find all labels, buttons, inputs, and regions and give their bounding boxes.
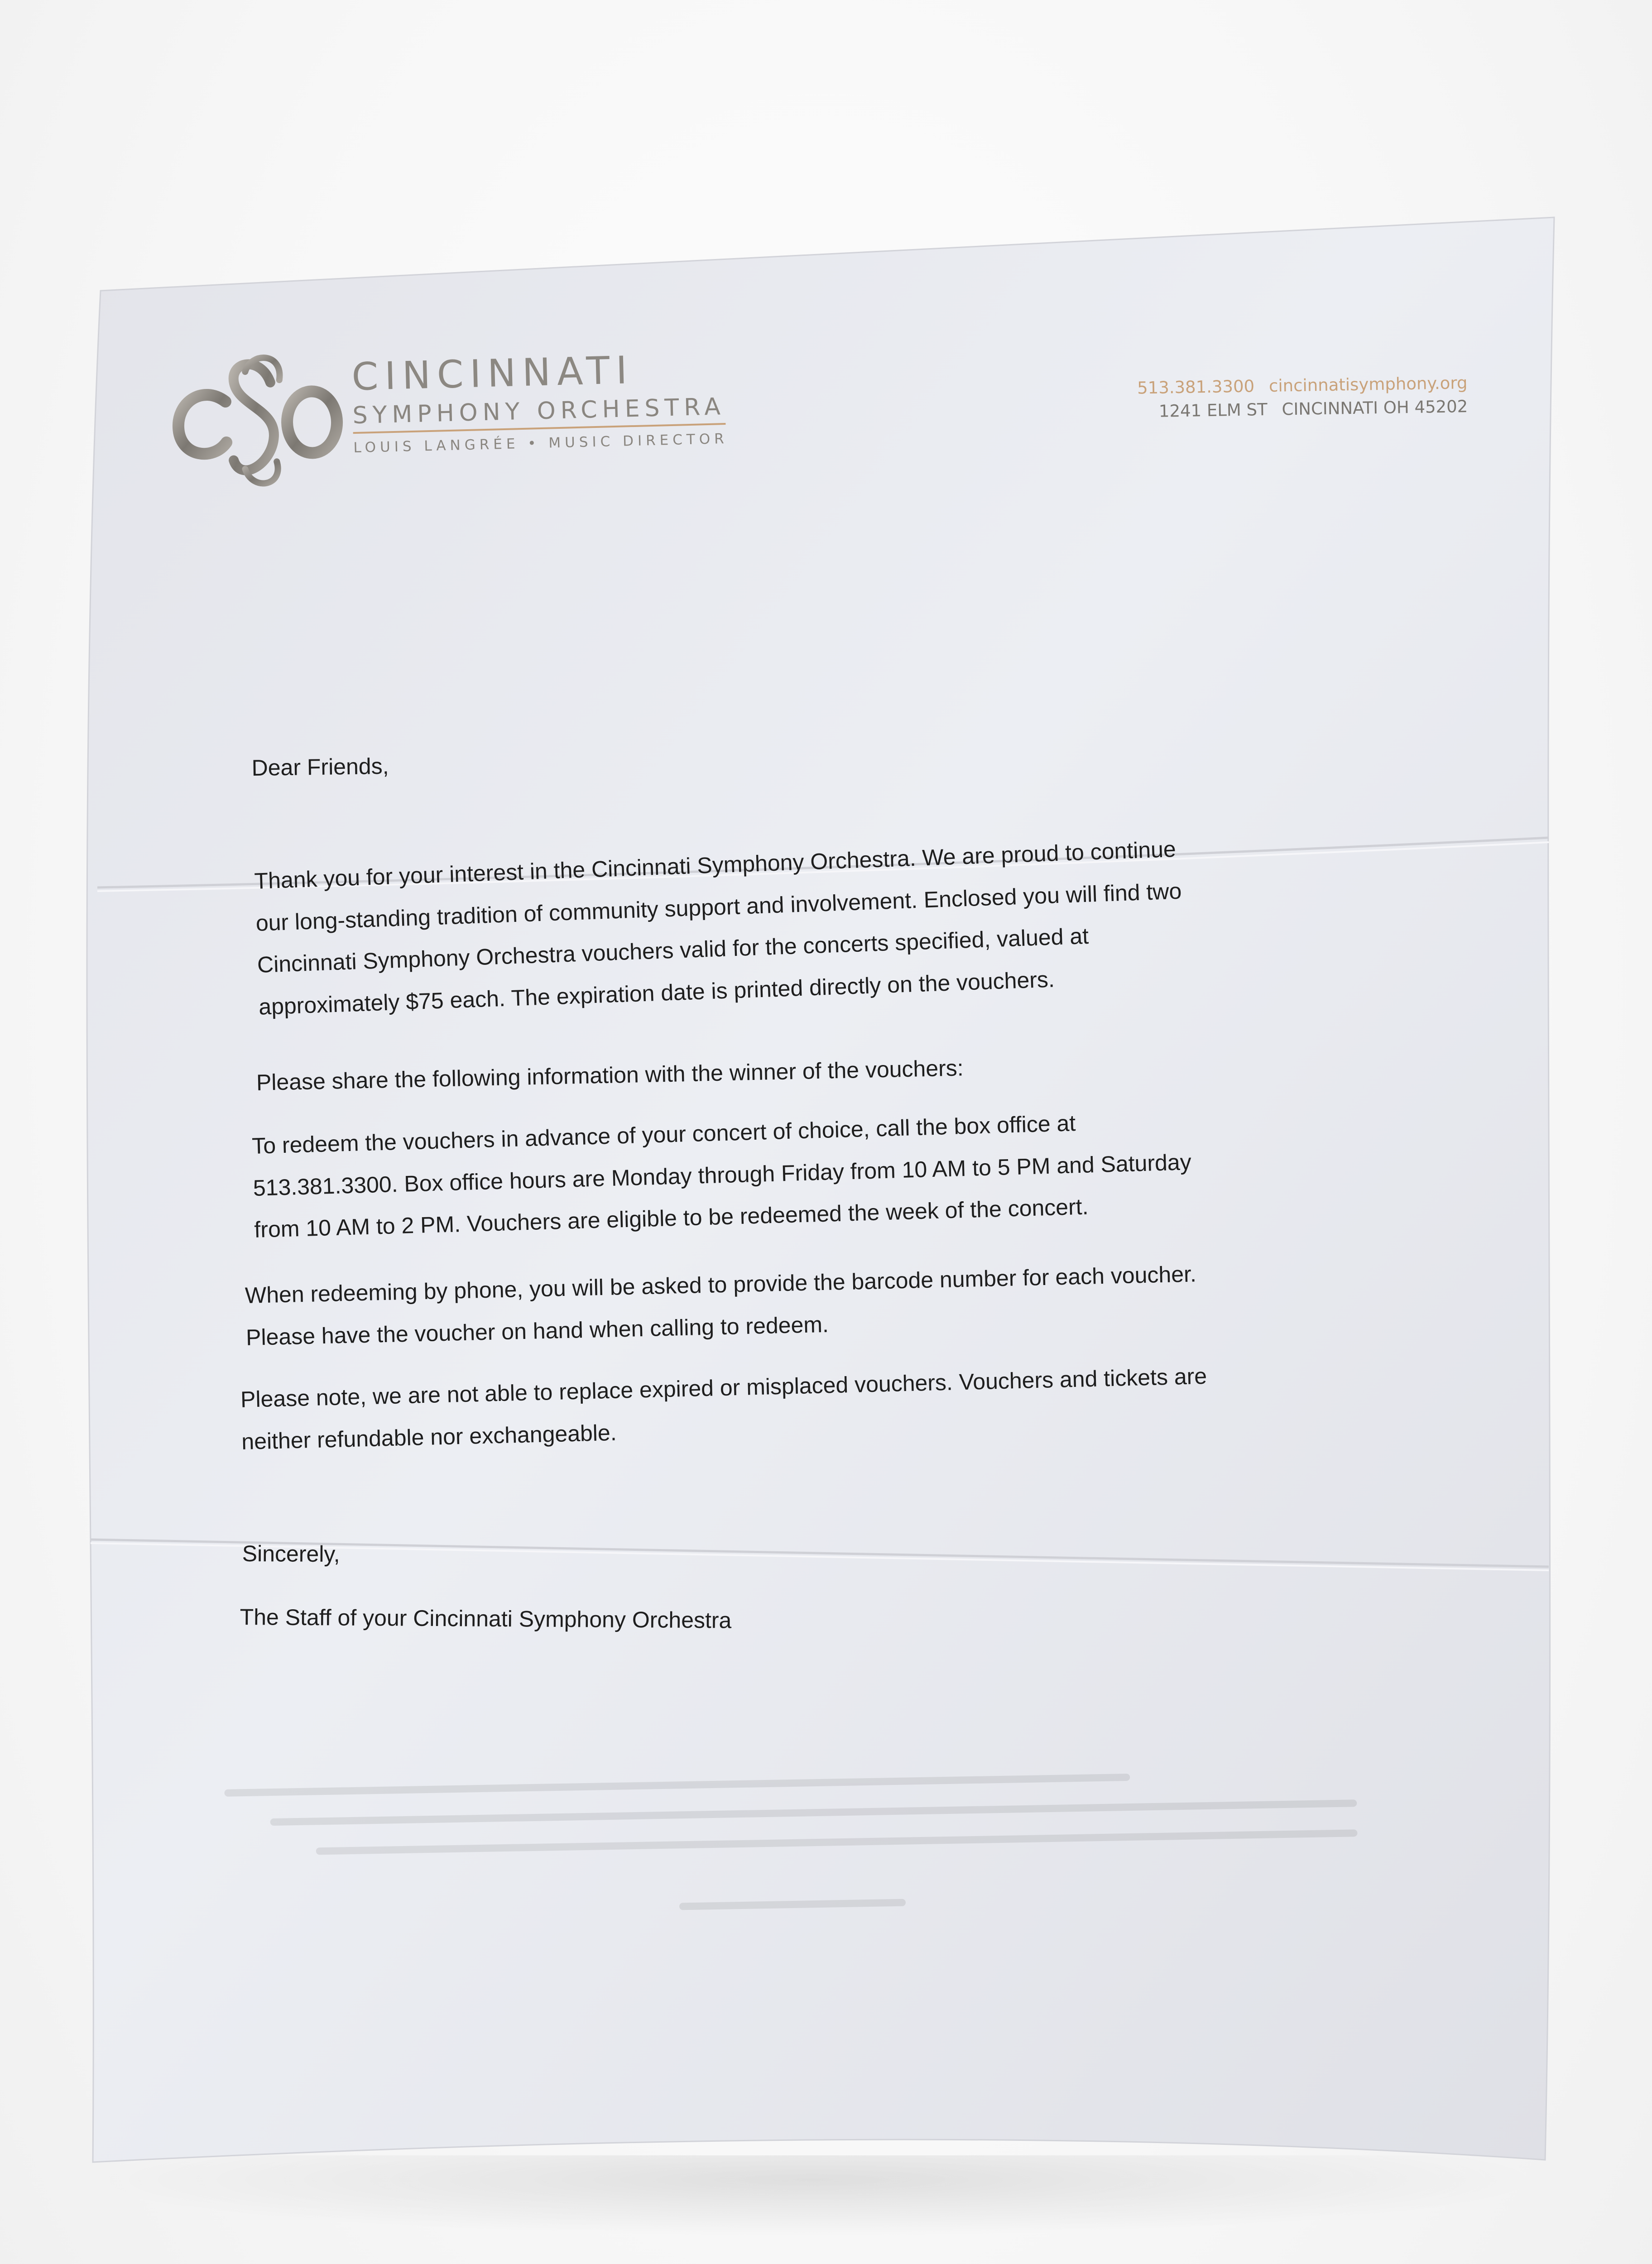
logo-name-line1: CINCINNATI (351, 348, 634, 399)
phone-number: 513.381.3300 (1137, 376, 1255, 398)
website: cincinnatisymphony.org (1268, 373, 1468, 396)
paragraph-line: from 10 AM to 2 PM. Vouchers are eligible to be redeemed the week of the concert. (254, 1194, 1089, 1242)
paragraph-intro (254, 828, 1185, 1028)
paragraph-line: Cincinnati Symphony Orchestra vouchers valid for the concerts specified, valued at (257, 923, 1089, 978)
paragraph-line: Thank you for your interest in the Cincinnati Symphony Orchestra. We are proud to continue (254, 836, 1177, 894)
city-state-zip: CINCINNATI OH 45202 (1282, 396, 1468, 419)
logo-wordmark (351, 348, 761, 455)
paragraph-line: Please note, we are not able to replace expired or misplaced vouchers. Vouchers and tickets are (240, 1363, 1207, 1412)
street-address: 1241 ELM ST (1158, 399, 1268, 421)
signature: The Staff of your Cincinnati Symphony Orchestra (240, 1604, 732, 1633)
paragraph-line: To redeem the vouchers in advance of your concert of choice, call the box office at (251, 1110, 1076, 1159)
reverse-side-bleed-through (224, 1770, 1360, 2039)
paragraph-line: neither refundable nor exchangeable. (241, 1420, 617, 1454)
cso-monogram-icon (170, 345, 346, 498)
paragraph-line: approximately $75 each. The expiration date is printed directly on the vouchers. (258, 966, 1055, 1020)
paragraph-line: our long-standing tradition of community support and involvement. Enclosed you will find two (255, 878, 1182, 936)
paragraph-line: When redeeming by phone, you will be asked to provide the barcode number for each voucher. (245, 1261, 1197, 1308)
letterhead-contact (1078, 371, 1468, 424)
paragraph-share-info: Please share the following information with the winner of the vouchers: (256, 1055, 964, 1095)
paragraph-note (240, 1355, 1208, 1463)
paragraph-redeem (251, 1099, 1193, 1251)
paragraph-phone (245, 1253, 1198, 1358)
paragraph-line: Please have the voucher on hand when calling to redeem. (245, 1311, 829, 1350)
logo-director-line: LOUIS LANGRÉE • MUSIC DIRECTOR (353, 430, 729, 456)
cso-logo (170, 335, 740, 498)
closing: Sincerely, (242, 1540, 340, 1567)
salutation: Dear Friends, (251, 753, 389, 781)
logo-name-line2: SYMPHONY ORCHESTRA (352, 395, 726, 434)
paragraph-line: 513.381.3300. Box office hours are Monday through Friday from 10 AM to 5 PM and Saturday (253, 1149, 1192, 1201)
